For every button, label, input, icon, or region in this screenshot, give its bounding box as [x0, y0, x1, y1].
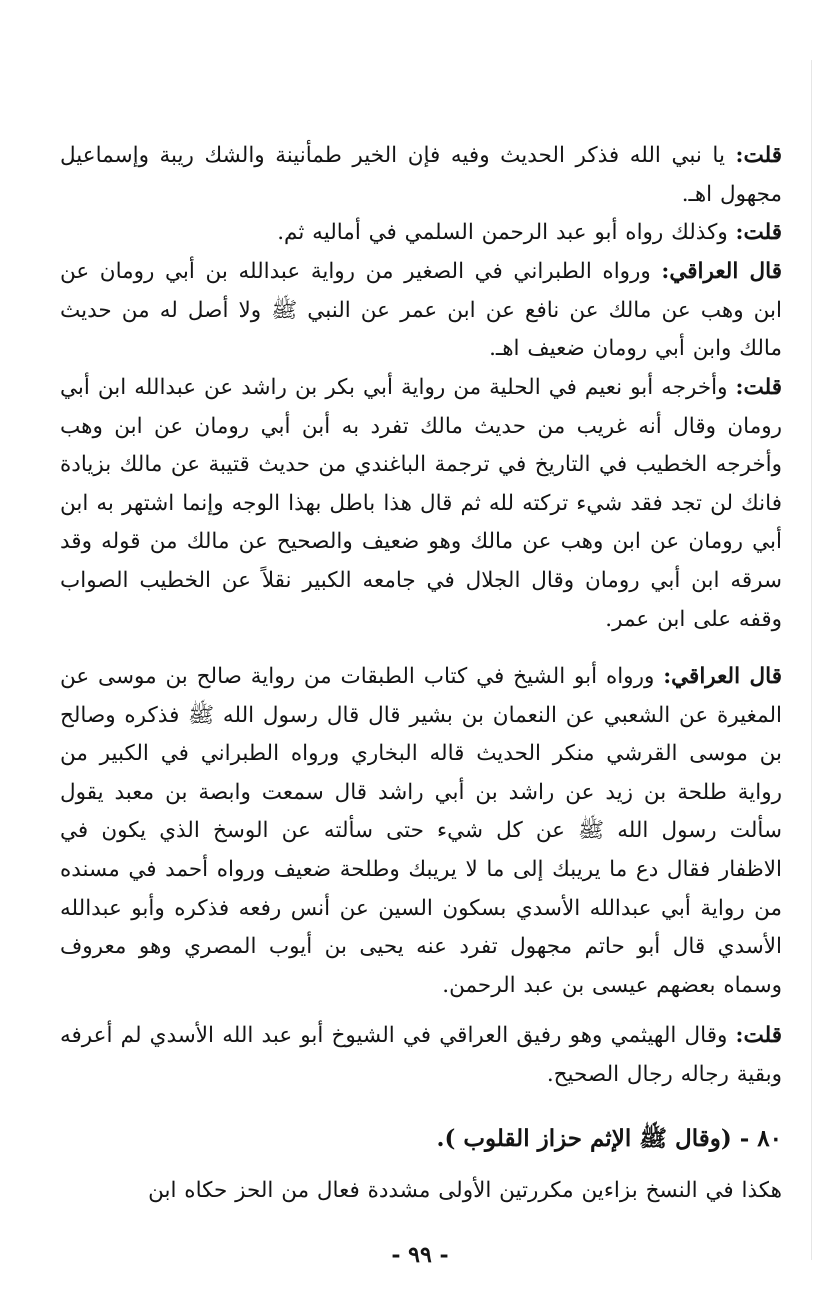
hadith-heading: ٨٠ - (وقال ﷺ الإثم حزاز القلوب ).	[436, 1125, 782, 1152]
paragraph-text: هكذا في النسخ بزاءين مكررتين الأولى مشددة فعال من الحز حكاه ابن	[148, 1178, 782, 1203]
paragraph-lead: قلت:	[735, 1023, 782, 1048]
paragraph-text: ورواه الطبراني في الصغير من رواية عبدالله بن أبي رومان عن ابن وهب عن مالك عن نافع عن ابن عمر عن النبي ﷺ ولا أصل له من حديث مالك وابن أبي رومان ضعيف اهـ.	[60, 259, 782, 362]
paragraph-lead: قلت:	[735, 375, 782, 400]
paragraph-lead: قلت:	[735, 143, 782, 168]
paragraph-lead: قال العراقي:	[663, 664, 783, 689]
paragraph-1	[60, 137, 782, 214]
paragraph-3	[60, 253, 782, 369]
paragraph-4	[60, 369, 782, 639]
paragraph-lead: قلت:	[735, 220, 782, 245]
page-edge-line	[811, 60, 812, 1260]
paragraph-last	[60, 1172, 782, 1211]
paragraph-text: ورواه أبو الشيخ في كتاب الطبقات من رواية صالح بن موسى عن المغيرة عن الشعبي عن النعمان بن بشير قال قال رسول الله ﷺ فذكره وصالح بن موسى القرشي منكر الحديث قاله البخاري ورواه الطبراني في الكبير من رواية طلحة بن زيد عن راشد بن أبي راشد قال سمعت وابصة بن معبد يقول سألت رسول الله ﷺ عن كل شيء حتى سألته عن الوسخ الذي يكون في الاظفار فقال دع ما يريبك إلى ما لا يريبك وطلحة ضعيف ورواه أحمد في مسنده من رواية أبي عبدالله الأسدي بسكون السين عن أنس رفعه فذكره وأبو عبدالله الأسدي قال أبو حاتم مجهول تفرد عنه يحيى بن أيوب المصري وهو معروف وسماه بعضهم عيسى بن عبد الرحمن.	[60, 664, 782, 998]
paragraph-text: وكذلك رواه أبو عبد الرحمن السلمي في أماليه ثم.	[277, 220, 736, 245]
paragraph-text: وأخرجه أبو نعيم في الحلية من رواية أبي بكر بن راشد عن عبدالله ابن أبي رومان وقال أنه غريب من حديث مالك تفرد به أبن أبي رومان عن ابن وهب وأخرجه الخطيب في التاريخ في ترجمة الباغندي من حديث قتيبة عن مالك بزيادة فانك لن تجد فقد شيء تركته لله ثم قال هذا باطل بهذا الوجه وإنما اشتهر به ابن أبي رومان عن ابن وهب عن مالك وهو ضعيف والصحيح عن مالك من قوله وقد سرقه ابن أبي رومان وقال الجلال في جامعه الكبير نقلاً عن الخطيب الصواب وقفه على ابن عمر.	[60, 375, 782, 632]
paragraph-text: وقال الهيثمي وهو رفيق العراقي في الشيوخ أبو عبد الله الأسدي لم أعرفه وبقية رجاله رجال الصحيح.	[60, 1023, 782, 1087]
paragraph-lead: قال العراقي:	[661, 259, 782, 284]
paragraph-2	[60, 214, 782, 253]
paragraph-5	[60, 658, 782, 1005]
paragraph-text: يا نبي الله فذكر الحديث وفيه فإن الخير طمأنينة والشك ريبة وإسماعيل مجهول اهـ.	[60, 143, 782, 207]
page-number: - ٩٩ -	[391, 1242, 449, 1268]
paragraph-6	[60, 1017, 782, 1094]
